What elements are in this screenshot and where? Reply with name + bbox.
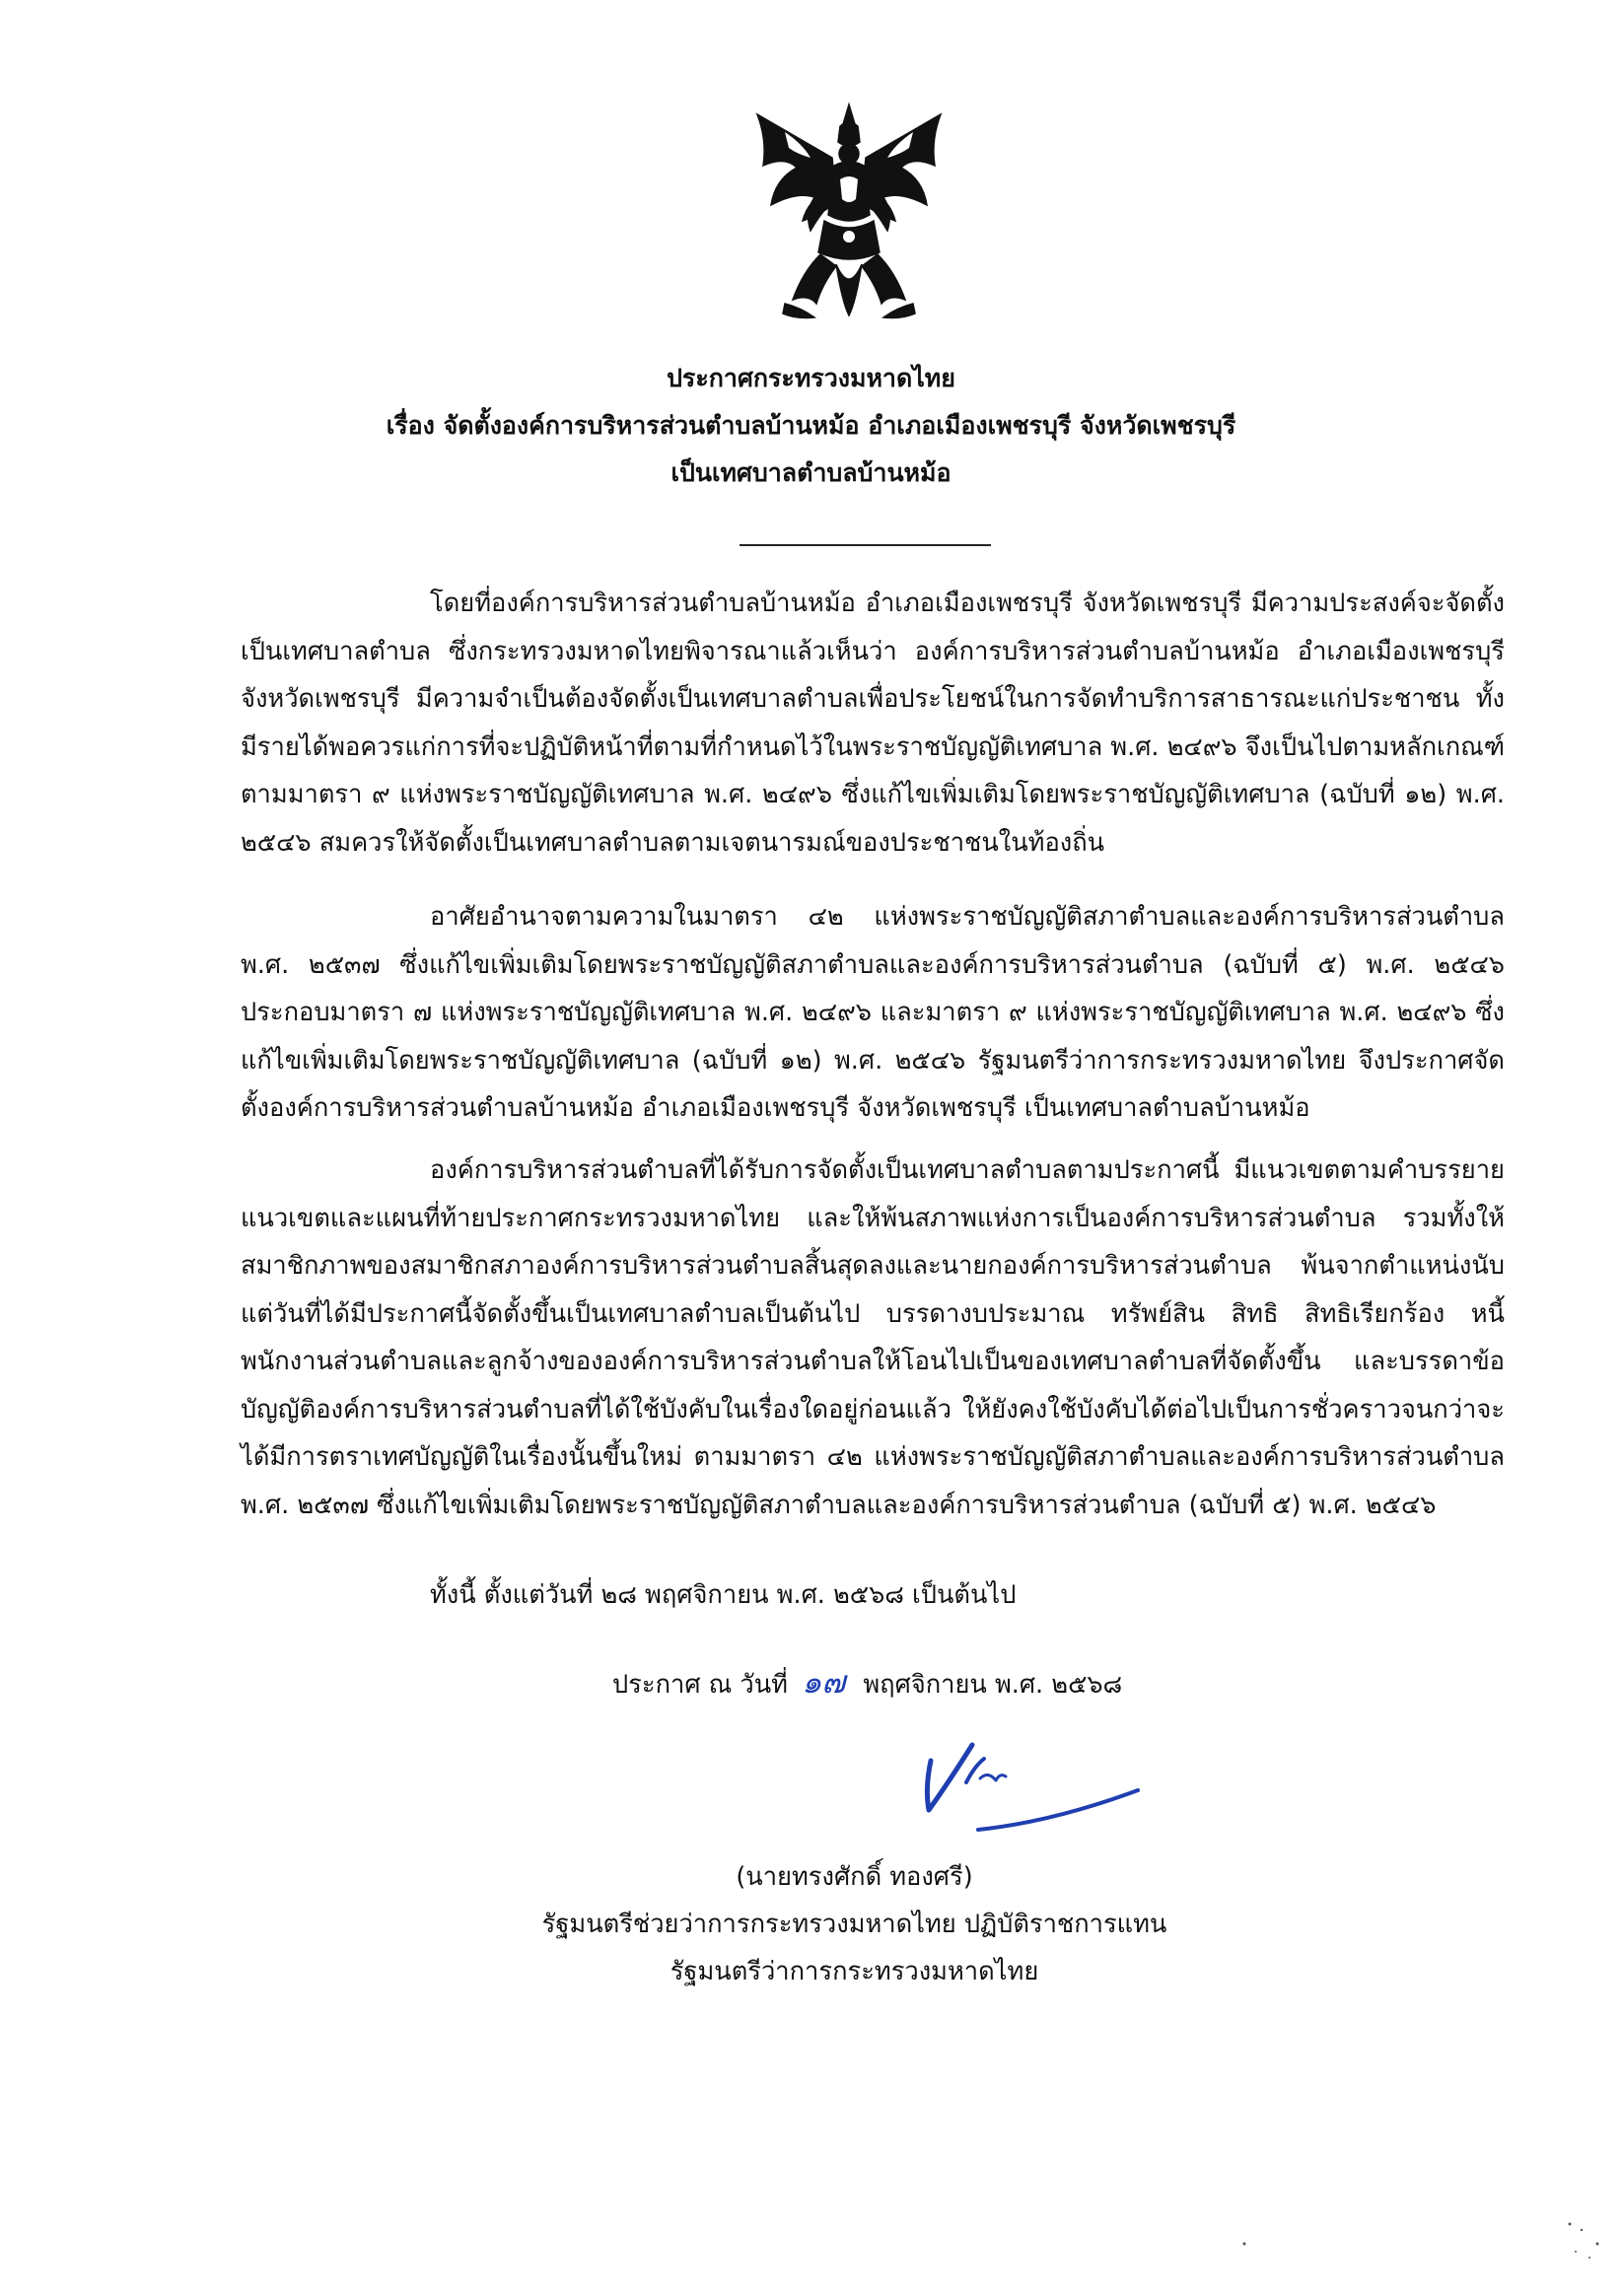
announcement-suffix: พฤศจิกายน พ.ศ. ๒๕๖๘ [863, 1670, 1123, 1700]
handwritten-signature [915, 1731, 1142, 1847]
garuda-emblem-icon [745, 97, 952, 333]
announcement-date [612, 1658, 1122, 1708]
document-subject-continued: เป็นเทศบาลตำบลบ้านหม้อ [670, 458, 952, 487]
paragraph-text: องค์การบริหารส่วนตำบลที่ได้รับการจัดตั้งเป็นเทศบาลตำบลตามประกาศนี้ มีแนวเขตตามคำบรรยายแนวเขตและแผนที่ท้ายประกาศกระทรวงมหาดไทย และให้พ้นสภาพแห่งการเป็นองค์การบริหารส่วนตำบล รวมทั้งให้สมาชิกภาพของสมาชิกสภาองค์การบริหารส่วนตำบลสิ้นสุดลงและนายกองค์การบริหารส่วนตำบล พ้นจากตำแหน่งนับแต่วันที่ได้มีประกาศนี้จัดตั้งขึ้นเป็นเทศบาลตำบลเป็นต้นไป บรรดางบประมาณ ทรัพย์สิน สิทธิ สิทธิเรียกร้อง หนี้ พนักงานส่วนตำบลและลูกจ้างขององค์การบริหารส่วนตำบลให้โอนไปเป็นของเทศบาลตำบลที่จัดตั้งขึ้น และบรรดาข้อบัญญัติองค์การบริหารส่วนตำบลที่ได้ใช้บังคับในเรื่องใดอยู่ก่อนแล้ว ให้ยังคงใช้บังคับได้ต่อไปเป็นการชั่วคราวจนกว่าจะได้มีการตราเทศบัญญัติในเรื่องนั้นขึ้นใหม่ ตามมาตรา ๔๒ แห่งพระราชบัญญัติสภาตำบลและองค์การบริหารส่วนตำบล พ.ศ. ๒๕๓๗ ซึ่งแก้ไขเพิ่มเติมโดยพระราชบัญญัติสภาตำบลและองค์การบริหารส่วนตำบล (ฉบับที่ ๕) พ.ศ. ๒๕๔๖ [241, 1155, 1505, 1520]
signer-block [0, 1853, 1622, 1995]
document-header [0, 355, 1622, 497]
signer-position-on-behalf: รัฐมนตรีว่าการกระทรวงมหาดไทย [670, 1957, 1039, 1986]
document-subject: เรื่อง จัดตั้งองค์การบริหารส่วนตำบลบ้านหม้อ อำเภอเมืองเพชรบุรี จังหวัดเพชรบุรี [386, 411, 1236, 440]
paragraph-text: อาศัยอำนาจตามความในมาตรา ๔๒ แห่งพระราชบัญญัติสภาตำบลและองค์การบริหารส่วนตำบล พ.ศ. ๒๕๓๗ ซึ่งแก้ไขเพิ่มเติมโดยพระราชบัญญัติสภาตำบลและองค์การบริหารส่วนตำบล (ฉบับที่ ๕) พ.ศ. ๒๕๔๖ ประกอบมาตรา ๗ แห่งพระราชบัญญัติเทศบาล พ.ศ. ๒๔๙๖ และมาตรา ๙ แห่งพระราชบัญญัติเทศบาล พ.ศ. ๒๔๙๖ ซึ่งแก้ไขเพิ่มเติมโดยพระราชบัญญัติเทศบาล (ฉบับที่ ๑๒) พ.ศ. ๒๕๔๖ รัฐมนตรีว่าการกระทรวงมหาดไทย จึงประกาศจัดตั้งองค์การบริหารส่วนตำบลบ้านหม้อ อำเภอเมืองเพชรบุรี จังหวัดเพชรบุรี เป็นเทศบาลตำบลบ้านหม้อ [241, 902, 1505, 1123]
body-paragraph-2 [241, 893, 1505, 1133]
document-title: ประกาศกระทรวงมหาดไทย [667, 364, 955, 392]
announcement-prefix: ประกาศ ณ วันที่ [612, 1670, 788, 1700]
paragraph-text: โดยที่องค์การบริหารส่วนตำบลบ้านหม้อ อำเภอเมืองเพชรบุรี จังหวัดเพชรบุรี มีความประสงค์จะจัดตั้งเป็นเทศบาลตำบล ซึ่งกระทรวงมหาดไทยพิจารณาแล้วเห็นว่า องค์การบริหารส่วนตำบลบ้านหม้อ อำเภอเมืองเพชรบุรี จังหวัดเพชรบุรี มีความจำเป็นต้องจัดตั้งเป็นเทศบาลตำบลเพื่อประโยชน์ในการจัดทำบริการสาธารณะแก่ประชาชน ทั้งมีรายได้พอควรแก่การที่จะปฏิบัติหน้าที่ตามที่กำหนดไว้ในพระราชบัญญัติเทศบาล พ.ศ. ๒๔๙๖ จึงเป็นไปตามหลักเกณฑ์ตามมาตรา ๙ แห่งพระราชบัญญัติเทศบาล พ.ศ. ๒๔๙๖ ซึ่งแก้ไขเพิ่มเติมโดยพระราชบัญญัติเทศบาล (ฉบับที่ ๑๒) พ.ศ. ๒๕๔๖ สมควรให้จัดตั้งเป็นเทศบาลตำบลตามเจตนารมณ์ของประชาชนในท้องถิ่น [241, 589, 1505, 858]
body-paragraph-1 [241, 580, 1505, 867]
effective-date: ทั้งนี้ ตั้งแต่วันที่ ๒๘ พฤศจิกายน พ.ศ. ๒๕๖๘ เป็นต้นไป [430, 1580, 1017, 1610]
signer-name: (นายทรงศักดิ์ ทองศรี) [736, 1862, 973, 1892]
signer-position: รัฐมนตรีช่วยว่าการกระทรวงมหาดไทย ปฏิบัติราชการแทน [541, 1910, 1167, 1939]
header-divider [740, 544, 991, 546]
body-paragraph-3 [241, 1147, 1505, 1529]
handwritten-day: ๑๗ [801, 1663, 846, 1701]
